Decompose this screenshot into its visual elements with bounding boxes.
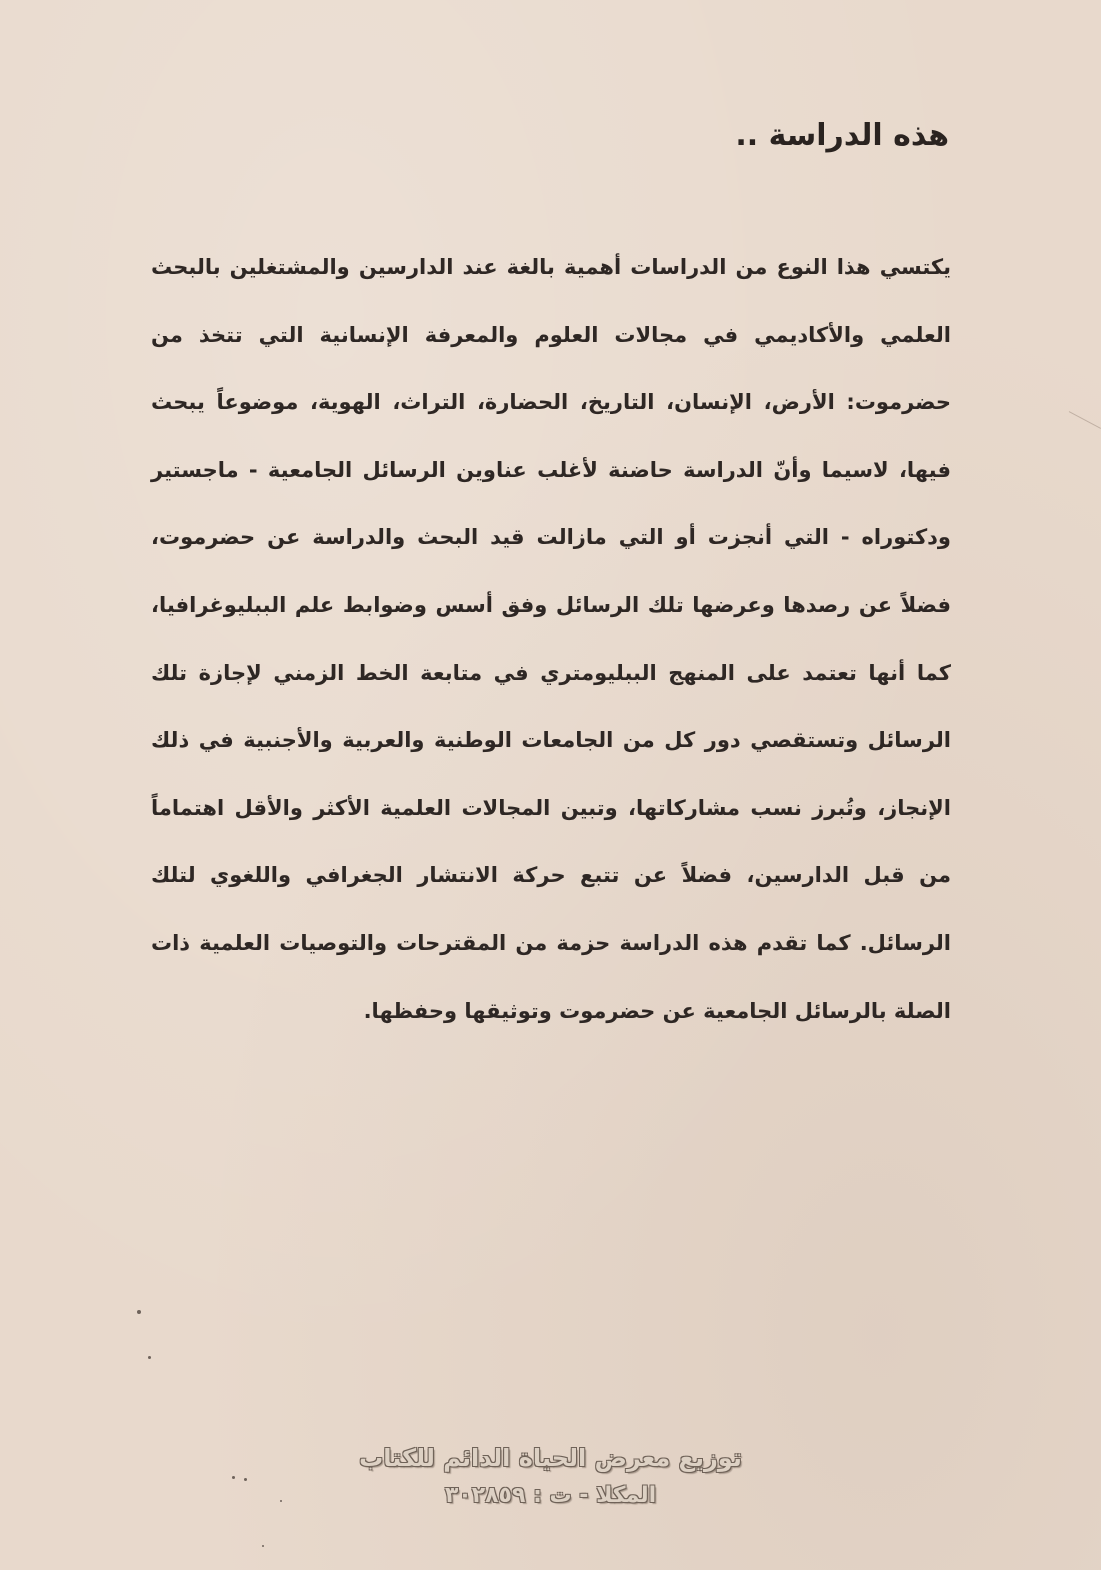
paper-speck [137,1310,141,1314]
distributor-phone: المكلا - ت : ٣٠٢٨٥٩ [444,1483,657,1508]
paper-speck [262,1545,264,1547]
distributor-name: توزيع معرض الحياة الدائم للكتاب [359,1444,742,1472]
distributor-footer [0,1440,1101,1516]
page-heading: هذه الدراسة .. [735,118,949,153]
paper-crease [1050,411,1101,464]
paper-speck [148,1356,151,1359]
body-paragraph: يكتسي هذا النوع من الدراسات أهمية بالغة عند الدارسين والمشتغلين بالبحث العلمي والأكاديمي في مجالات العلوم والمعرفة الإنسانية التي تتخذ من حضرموت: الأرض، الإنسان، التاريخ، الحضارة، التراث، الهوية، موضوعاً يبحث فيها، لاسيما وأنّ الدراسة حاضنة لأغلب عناوين الرسائل الجامعية - ماجستير ودكتوراه - التي أنجزت أو التي مازالت قيد البحث والدراسة عن حضرموت، فضلاً عن رصدها وعرضها تلك الرسائل وفق أسس وضوابط علم الببليوغرافيا، كما أنها تعتمد على المنهج الببليومتري في متابعة الخط الزمني لإجازة تلك الرسائل وتستقصي دور كل من الجامعات الوطنية والعربية والأجنبية في ذلك الإنجاز، وتُبرز نسب مشاركاتها، وتبين المجالات العلمية الأكثر والأقل اهتماماً من قبل الدارسين، فضلاً عن تتبع حركة الانتشار الجغرافي واللغوي لتلك الرسائل. كما تقدم هذه الدراسة حزمة من المقترحات والتوصيات العلمية ذات الصلة بالرسائل الجامعية عن حضرموت وتوثيقها وحفظها. [151,255,951,1023]
